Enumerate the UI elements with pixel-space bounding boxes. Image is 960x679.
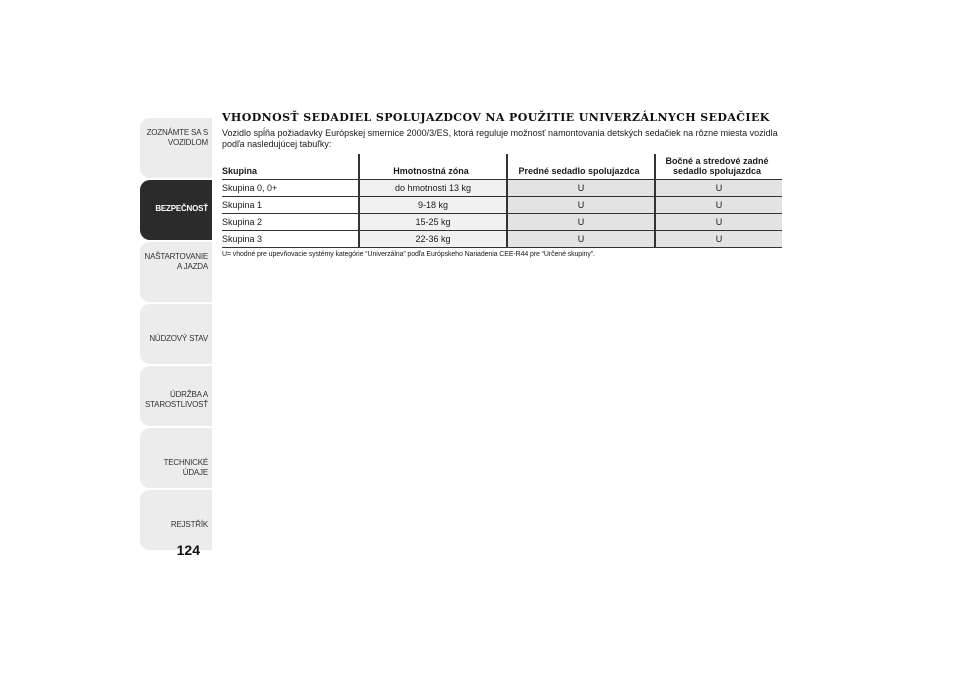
cell-group: Skupina 3 — [222, 231, 359, 248]
tab-label: NÚDZOVÝ STAV — [149, 334, 208, 343]
cell-group: Skupina 1 — [222, 197, 359, 214]
table-row — [222, 197, 782, 214]
cell-rear: U — [655, 197, 782, 214]
tab-label: REJSTŘÍK — [170, 520, 208, 529]
cell-rear: U — [655, 231, 782, 248]
table-footnote: U= vhodné pre upevňovacie systémy kategórie “Univerzálna” podľa Európskeho Nariadenia CEE-R44 pre “Určené skupiny”. — [222, 251, 595, 258]
cell-front: U — [507, 231, 655, 248]
header-rear-seat: Bočné a stredové zadné sedadlo spolujazdca — [655, 154, 782, 180]
table-row — [222, 180, 782, 197]
tab-label: NAŠTARTOVANIE A JAZDA — [144, 252, 208, 271]
tab-technical-data[interactable] — [140, 428, 212, 488]
cell-front: U — [507, 180, 655, 197]
tab-label: ÚDRŽBA A STAROSTLIVOSŤ — [144, 390, 208, 409]
header-weight-zone: Hmotnostná zóna — [359, 154, 507, 180]
section-title: VHODNOSŤ SEDADIEL SPOLUJAZDCOV NA POUŽITIE UNIVERZÁLNYCH SEDAČIEK — [222, 111, 770, 124]
table-row — [222, 214, 782, 231]
seat-suitability-table — [222, 154, 782, 248]
cell-weight: 22-36 kg — [359, 231, 507, 248]
page-content — [222, 112, 782, 259]
tab-index[interactable] — [140, 490, 212, 550]
cell-rear: U — [655, 180, 782, 197]
tab-safety[interactable] — [140, 180, 212, 240]
header-group: Skupina — [222, 154, 359, 180]
tab-starting-driving[interactable] — [140, 242, 212, 302]
cell-weight: 15-25 kg — [359, 214, 507, 231]
cell-weight: 9-18 kg — [359, 197, 507, 214]
cell-front: U — [507, 214, 655, 231]
cell-front: U — [507, 197, 655, 214]
tab-maintenance[interactable] — [140, 366, 212, 426]
tab-vehicle-intro[interactable] — [140, 118, 212, 178]
cell-group: Skupina 0, 0+ — [222, 180, 359, 197]
tab-emergency[interactable] — [140, 304, 212, 364]
page-number: 124 — [176, 542, 200, 558]
cell-weight: do hmotnosti 13 kg — [359, 180, 507, 197]
tab-label: TECHNICKÉ ÚDAJE — [163, 458, 208, 477]
tab-label: BEZPEČNOSŤ — [155, 204, 208, 213]
header-front-seat: Predné sedadlo spolujazdca — [507, 154, 655, 180]
cell-group: Skupina 2 — [222, 214, 359, 231]
table-header-row — [222, 154, 782, 180]
tab-label: ZOZNÁMTE SA S VOZIDLOM — [146, 128, 208, 147]
cell-rear: U — [655, 214, 782, 231]
table-row — [222, 231, 782, 248]
intro-paragraph: Vozidlo spĺňa požiadavky Európskej smernice 2000/3/ES, ktorá reguluje možnosť namontovania detských sedačiek na rôzne miesta vozidla podľa nasledujúcej tabuľky: — [222, 128, 778, 149]
